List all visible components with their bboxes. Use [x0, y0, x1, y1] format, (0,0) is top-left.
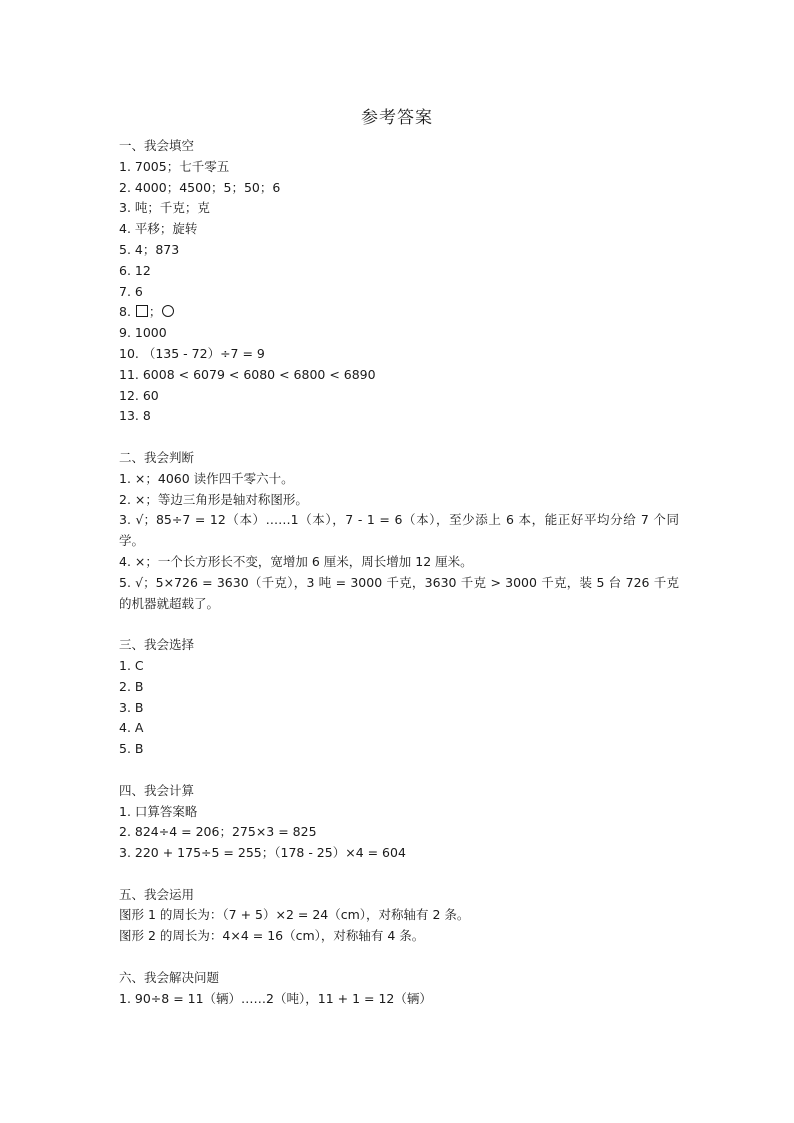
answer-line: 1. C	[119, 657, 144, 673]
answer-line: 11. 6008 < 6079 < 6080 < 6800 < 6890	[119, 366, 376, 382]
answer-section	[119, 781, 679, 864]
answer-line: 3. √；85÷7 = 12（本）……1（本），7 - 1 = 6（本），至少添上 6 本，能正好平均分给 7 个同学。	[119, 512, 679, 549]
answer-content	[119, 136, 679, 1030]
circle-icon	[162, 305, 174, 317]
page-title: 参考答案	[361, 108, 433, 128]
answer-line: 7. 6	[119, 283, 143, 299]
answer-line: 4. A	[119, 720, 144, 736]
section-heading: 一、我会填空	[119, 138, 195, 153]
answer-section	[119, 885, 679, 947]
answer-line: 3. 220 + 175÷5 = 255；（178 - 25）×4 = 604	[119, 845, 406, 861]
answer-prefix: 8.	[119, 304, 135, 320]
section-heading: 五、我会运用	[119, 886, 195, 902]
answer-line: 9. 1000	[119, 325, 167, 341]
answer-line	[119, 302, 679, 323]
answer-line: 2. B	[119, 678, 144, 694]
section-heading: 三、我会选择	[119, 637, 195, 653]
answer-line: 5. B	[119, 741, 144, 757]
answer-section	[119, 448, 679, 614]
section-heading: 六、我会解决问题	[119, 969, 220, 985]
answer-line: 图形 2 的周长为：4×4 = 16（cm），对称轴有 4 条。	[119, 928, 425, 944]
answer-line: 2. 824÷4 = 206；275×3 = 825	[119, 824, 317, 840]
answer-line: 13. 8	[119, 408, 151, 424]
answer-line: 2. ×；等边三角形是轴对称图形。	[119, 491, 308, 507]
answer-line: 5. √；5×726 = 3630（千克），3 吨 = 3000 千克，3630 千克 > 3000 千克，装 5 台 726 千克的机器就超载了。	[119, 574, 679, 611]
answer-section	[119, 635, 679, 760]
answer-section	[119, 136, 679, 427]
answer-line: 10. （135 - 72）÷7 = 9	[119, 345, 265, 361]
answer-line: 2. 4000；4500；5；50；6	[119, 179, 281, 195]
answer-line: 4. 平移；旋转	[119, 221, 198, 237]
answer-line: 图形 1 的周长为：（7 + 5）×2 = 24（cm），对称轴有 2 条。	[119, 907, 470, 923]
answer-line: 3. 吨；千克；克	[119, 200, 210, 216]
answer-section	[119, 968, 679, 1010]
square-icon	[136, 305, 148, 317]
section-heading: 二、我会判断	[119, 449, 195, 465]
answer-line: 6. 12	[119, 262, 151, 278]
answer-line: 1. 90÷8 = 11（辆）……2（吨），11 + 1 = 12（辆）	[119, 990, 432, 1006]
answer-line: 12. 60	[119, 387, 159, 403]
answer-line: 5. 4；873	[119, 241, 180, 257]
answer-line: 1. 口算答案略	[119, 803, 198, 819]
answer-line: 4. ×；一个长方形长不变，宽增加 6 厘米，周长增加 12 厘米。	[119, 553, 473, 569]
answer-line: 3. B	[119, 699, 144, 715]
answer-separator: ；	[148, 304, 162, 320]
section-heading: 四、我会计算	[119, 782, 195, 798]
answer-line: 1. ×；4060 读作四千零六十。	[119, 470, 294, 486]
answer-line: 1. 7005；七千零五	[119, 158, 230, 174]
